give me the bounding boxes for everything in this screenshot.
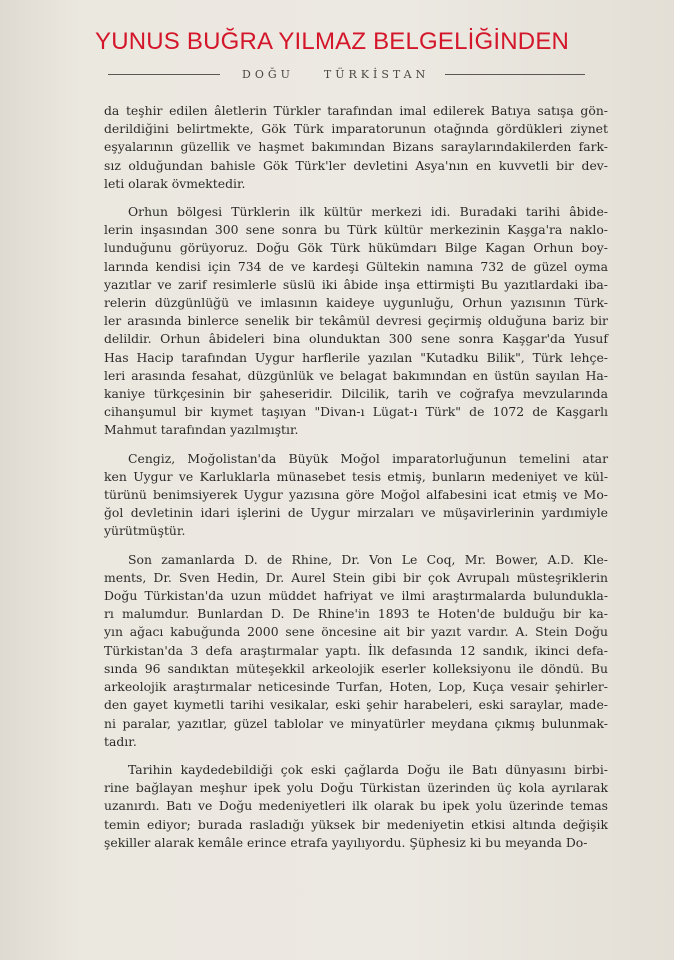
text-line: delildir. Orhun âbideleri bina olunduktan 300 sene sonra Kaşgar'da Yusuf <box>104 331 608 347</box>
paragraph <box>104 102 608 193</box>
running-head-word-1: DOĞU <box>242 68 294 81</box>
text-line: Cengiz, Moğolistan'da Büyük Moğol imparatorluğunun temelini atar <box>128 450 608 466</box>
text-line: tadır. <box>104 733 137 749</box>
text-line: Tarihin kaydedebildiği çok eski çağlarda Doğu ile Batı dünyasını birbi- <box>128 761 608 777</box>
header-rule-left <box>108 74 220 75</box>
text-line: rı malumdur. Bunlardan D. De Rhine'in 1893 te Hoten'de bulduğu bir ka- <box>104 606 608 622</box>
text-line: ments, Dr. Sven Hedin, Dr. Aurel Stein gibi bir çok Avrupalı müsteşriklerin <box>104 569 608 585</box>
text-line: şekiller alarak kemâle erince etrafa yayılıyordu. Şüphesiz ki bu meyanda Do- <box>104 834 588 850</box>
text-line: relerin düzgünlüğü ve imlasının kaideye uygunluğu, Orhun yazısının Türk- <box>104 295 608 311</box>
text-line: lunduğunu görüyoruz. Doğu Gök Türk hükümdarı Bilge Kagan Orhun boy- <box>104 240 608 256</box>
text-line: eşyalarının güzellik ve haşmet bakımından Bizans saraylarındakilerden fark- <box>104 139 608 155</box>
paragraph <box>104 551 608 751</box>
text-line: ken Uygur ve Karluklarla münasebet tesis etmiş, bunların medeniyet ve kül- <box>104 468 608 484</box>
text-line: uzanırdı. Batı ve Doğu medeniyetleri ilk olarak bu ipek yolu üzerinde temas <box>104 798 608 814</box>
text-line: temin ediyor; burada rasladığı yüksek bir medeniyetin etkisi altında değişik <box>104 816 608 832</box>
paragraph <box>104 450 608 541</box>
text-line: yürütmüştür. <box>104 523 186 539</box>
text-line: yazıtlar ve zarif resimlerle süslü iki âbide inşa ettirmişti Bu yazıtlardaki iba- <box>104 276 608 292</box>
text-line: Mahmut tarafından yazılmıştır. <box>104 422 299 438</box>
text-line: rine bağlayan meşhur ipek yolu Doğu Türkistan üzerinden üç kola ayrılarak <box>104 780 608 796</box>
running-head-word-2: TÜRKİSTAN <box>323 68 430 81</box>
text-line: yın ağacı kabuğunda 2000 sene öncesine ait bir yazıt vardır. A. Stein Doğu <box>104 624 608 640</box>
header-rule-right <box>445 74 585 75</box>
text-line: sız olduğundan bahisle Gök Türk'ler devletini Asya'nın en kuvvetli bir dev- <box>104 157 608 173</box>
text-line: Son zamanlarda D. de Rhine, Dr. Von Le Coq, Mr. Bower, A.D. Kle- <box>128 551 608 567</box>
text-line: arkeolojik araştırmalar neticesinde Turfan, Hoten, Lop, Kuça vesair şehirler- <box>104 679 608 695</box>
text-line: leti olarak övmektedir. <box>104 175 246 191</box>
text-line: ğol devletinin idari işlerini de Uygur mirzaları ve müşavirlerinin yardımiyle <box>104 505 608 521</box>
text-line: Doğu Türkistan'da uzun müddet hafriyat ve ilmi araştırmalarda bulundukla- <box>104 588 608 604</box>
text-line: kaniye türkçesinin bir şaheseridir. Dilcilik, tarih ve coğrafya mevzularında <box>104 386 608 402</box>
text-line: den gayet kıymetli tarihi vesikalar, eski şehir harabeleri, eski saraylar, made- <box>104 697 608 713</box>
running-head <box>108 68 628 81</box>
paragraph <box>104 761 608 852</box>
text-line: Has Hacip tarafından Uygur harflerile yazılan "Kutadku Bilik", Türk lehçe- <box>104 349 608 365</box>
text-line: ler arasında binlerce senelik bir tekâmül devresi geçirmiş olduğuna bariz bir <box>104 313 608 329</box>
text-line: türünü benimsiyerek Uygur yazısına göre Moğol alfabesini icat etmiş ve Mo- <box>104 487 608 503</box>
text-line: larında kendisi için 734 de ve kardeşi Gültekin namına 732 de güzel oyma <box>104 258 608 274</box>
text-line: sında 96 sandıktan müteşekkil arkeolojik eserler kolleksiyonu ile döndü. Bu <box>104 660 608 676</box>
text-line: leri arasında fesahat, düzgünlük ve belagat bakımından en üstün sayılan Ha- <box>104 367 608 383</box>
text-line: lerin inşasından 300 sene sonra bu Türk kültür merkezinin Kaşga'ra naklo- <box>104 222 608 238</box>
paragraph <box>104 203 608 440</box>
text-line: Orhun bölgesi Türklerin ilk kültür merkezi idi. Buradaki tarihi âbide- <box>128 204 608 220</box>
text-line: derildiğini belirtmekte, Gök Türk imparatorunun otağında gördükleri ziynet <box>104 121 608 137</box>
archive-stamp: YUNUS BUĞRA YILMAZ BELGELİĞİNDEN <box>95 28 570 55</box>
text-line: cihanşumul bir kıymet taşıyan "Divan-ı Lügat-ı Türk" de 1072 de Kaşgarlı <box>104 404 608 420</box>
text-line: da teşhir edilen âletlerin Türkler tarafından imal edilerek Batıya satışa gön- <box>104 103 608 118</box>
body-text <box>104 102 608 852</box>
text-line: ni paralar, yazıtlar, güzel tablolar ve minyatürler meydana çıkmış bulunmak- <box>104 715 608 731</box>
text-line: Türkistan'da 3 defa araştırmalar yaptı. İlk defasında 12 sandık, ikinci defa- <box>104 642 608 658</box>
